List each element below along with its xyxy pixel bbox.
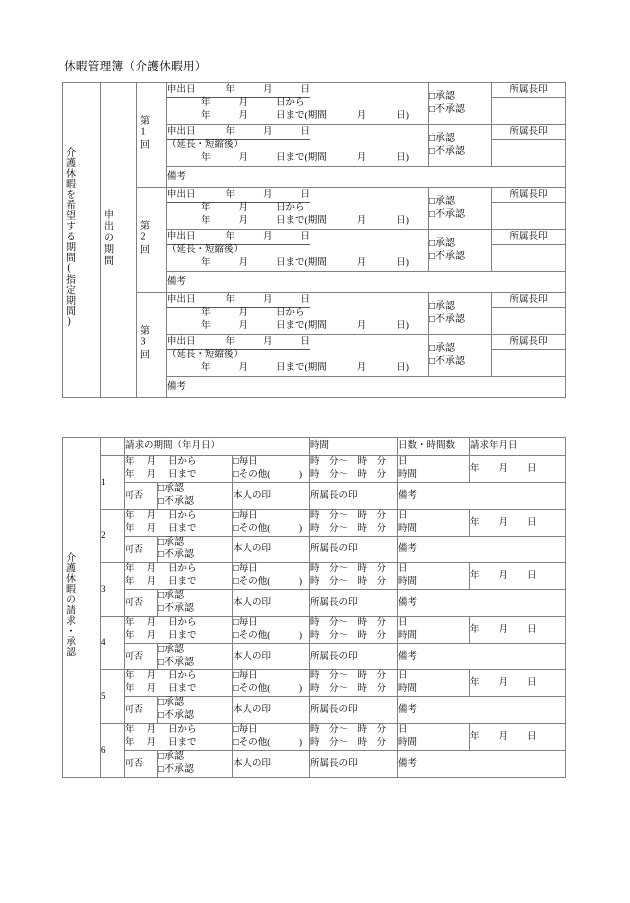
- row-3-time[interactable]: 時 分〜 時 分 時 分〜 時 分: [310, 563, 398, 590]
- disapprove-checkbox[interactable]: □不承認: [158, 710, 195, 722]
- occurrence-3-request-decision[interactable]: [429, 293, 492, 335]
- row-2-own-seal[interactable]: 本人の印: [233, 536, 310, 563]
- row-1-days-hours[interactable]: 日 時間: [398, 456, 470, 483]
- row-4-time[interactable]: 時 分〜 時 分 時 分〜 時 分: [310, 616, 398, 643]
- row-1-frequency[interactable]: [233, 456, 310, 483]
- header-period: 請求の期間（年月日）: [125, 438, 310, 456]
- disapprove-checkbox[interactable]: □不承認: [158, 763, 195, 775]
- header-spacer: [101, 438, 125, 456]
- everyday-checkbox[interactable]: □毎日: [233, 724, 258, 735]
- row-1-request-date[interactable]: 年 月 日: [470, 456, 566, 483]
- header-days-hours: 日数・時間数: [398, 438, 470, 456]
- other-checkbox[interactable]: □その他( ): [233, 523, 303, 534]
- row-1-period[interactable]: 年 月 日から 年 月 日まで: [125, 456, 233, 483]
- occurrence-2-request-row: [63, 188, 566, 230]
- row-2-remarks[interactable]: 備考: [398, 536, 566, 563]
- disapprove-checkbox[interactable]: □不承認: [158, 602, 195, 614]
- row-6-decision[interactable]: [158, 750, 233, 777]
- seal-area[interactable]: [492, 98, 565, 124]
- row-6-decision-label: 可否: [125, 750, 158, 777]
- row-2-time[interactable]: 時 分〜 時 分 時 分〜 時 分: [310, 509, 398, 536]
- row-3-own-seal[interactable]: 本人の印: [233, 590, 310, 617]
- row-number: 4: [101, 616, 125, 670]
- seal-label: 所属長印: [492, 230, 565, 245]
- approve-checkbox[interactable]: □承認: [429, 300, 456, 312]
- row-4-chief-seal[interactable]: 所属長の印: [310, 643, 398, 670]
- seal-label: 所属長印: [492, 83, 565, 98]
- row-4-remarks[interactable]: 備考: [398, 643, 566, 670]
- row-1-decision[interactable]: [158, 483, 233, 510]
- table-row-decision: [63, 750, 566, 777]
- table-row-decision: [63, 643, 566, 670]
- row-4-decision[interactable]: [158, 643, 233, 670]
- row-5-period[interactable]: 年 月 日から 年 月 日まで: [125, 670, 233, 697]
- table-row: [63, 456, 566, 483]
- occurrence-1-label: 第1回: [137, 83, 167, 188]
- row-2-chief-seal[interactable]: 所属長の印: [310, 536, 398, 563]
- row-3-request-date[interactable]: 年 月 日: [470, 563, 566, 590]
- row-6-time[interactable]: 時 分〜 時 分 時 分〜 時 分: [310, 723, 398, 750]
- seal-area[interactable]: [492, 350, 565, 376]
- row-1-decision-label: 可否: [125, 483, 158, 510]
- row-number: 3: [101, 563, 125, 617]
- row-number: 1: [101, 456, 125, 510]
- designated-period-label: 介護休暇を希望する期間(指定期間): [63, 83, 101, 398]
- occurrence-3-label: 第3回: [137, 293, 167, 398]
- occurrence-3-remarks[interactable]: [167, 377, 566, 398]
- upper-table-body: [63, 83, 566, 398]
- row-5-request-date[interactable]: 年 月 日: [470, 670, 566, 697]
- request-approval-label: 介護休暇の請求・承認: [63, 438, 101, 778]
- occurrence-1-revised-period: 申出日 年 月 日 （延長・短縮後） 年 月 日まで(期間 月 日): [167, 125, 429, 167]
- row-number: 5: [101, 670, 125, 724]
- occurrence-3-request-seal[interactable]: [492, 293, 566, 335]
- occurrence-1-remarks[interactable]: [167, 167, 566, 188]
- occurrence-1-request-decision[interactable]: [429, 83, 492, 125]
- application-period-label: 申出の期間: [101, 83, 137, 398]
- row-5-days-hours[interactable]: 日 時間: [398, 670, 470, 697]
- everyday-checkbox[interactable]: □毎日: [233, 510, 258, 521]
- occurrence-2-request-period: 申出日 年 月 日 年 月 日から 年 月 日まで(期間 月 日): [167, 188, 429, 230]
- row-5-chief-seal[interactable]: 所属長の印: [310, 697, 398, 724]
- row-1-remarks[interactable]: 備考: [398, 483, 566, 510]
- approve-checkbox[interactable]: □承認: [429, 195, 456, 207]
- approve-checkbox[interactable]: □承認: [158, 697, 185, 709]
- everyday-checkbox[interactable]: □毎日: [233, 671, 258, 682]
- row-6-chief-seal[interactable]: 所属長の印: [310, 750, 398, 777]
- occurrence-2-revised-period: 申出日 年 月 日 （延長・短縮後） 年 月 日まで(期間 月 日): [167, 230, 429, 272]
- seal-area[interactable]: [492, 140, 565, 166]
- everyday-checkbox[interactable]: □毎日: [233, 457, 258, 467]
- row-1-chief-seal[interactable]: 所属長の印: [310, 483, 398, 510]
- approve-checkbox[interactable]: □承認: [429, 237, 456, 249]
- row-6-period[interactable]: 年 月 日から 年 月 日まで: [125, 723, 233, 750]
- row-6-frequency[interactable]: [233, 723, 310, 750]
- seal-area[interactable]: [492, 245, 565, 271]
- approve-checkbox[interactable]: □承認: [429, 342, 456, 354]
- row-3-remarks[interactable]: 備考: [398, 590, 566, 617]
- occurrence-2-request-decision[interactable]: [429, 188, 492, 230]
- table-row: [63, 563, 566, 590]
- table-row-decision: [63, 590, 566, 617]
- occurrence-2-label: 第2回: [137, 188, 167, 293]
- remarks-label: 備考: [167, 381, 187, 392]
- table-row-decision: [63, 697, 566, 724]
- row-2-period[interactable]: 年 月 日から 年 月 日まで: [125, 509, 233, 536]
- disapprove-checkbox[interactable]: □不承認: [429, 208, 466, 220]
- disapprove-checkbox[interactable]: □不承認: [429, 313, 466, 325]
- row-5-decision-label: 可否: [125, 697, 158, 724]
- occurrence-1-request-row: [63, 83, 566, 125]
- row-5-own-seal[interactable]: 本人の印: [233, 697, 310, 724]
- row-2-request-date[interactable]: 年 月 日: [470, 509, 566, 536]
- other-checkbox[interactable]: □その他( ): [233, 577, 303, 588]
- approve-checkbox[interactable]: □承認: [158, 483, 185, 494]
- leave-request-approval-table: [62, 437, 566, 778]
- lower-header-row: [63, 438, 566, 456]
- row-2-decision[interactable]: [158, 536, 233, 563]
- other-checkbox[interactable]: □その他( ): [233, 684, 303, 695]
- row-2-frequency[interactable]: [233, 509, 310, 536]
- row-5-time[interactable]: 時 分〜 時 分 時 分〜 時 分: [310, 670, 398, 697]
- row-6-remarks[interactable]: 備考: [398, 750, 566, 777]
- approve-checkbox[interactable]: □承認: [429, 90, 456, 102]
- occurrence-3-request-row: [63, 293, 566, 335]
- row-4-request-date[interactable]: 年 月 日: [470, 616, 566, 643]
- row-5-decision[interactable]: [158, 697, 233, 724]
- other-checkbox[interactable]: □その他( ): [233, 630, 303, 641]
- row-6-days-hours[interactable]: 日 時間: [398, 723, 470, 750]
- row-2-days-hours[interactable]: 日 時間: [398, 509, 470, 536]
- row-2-decision-label: 可否: [125, 536, 158, 563]
- occurrence-3-revised-seal[interactable]: [492, 335, 566, 377]
- disapprove-checkbox[interactable]: □不承認: [429, 355, 466, 367]
- occurrence-2-request-seal[interactable]: [492, 188, 566, 230]
- occurrence-1-revised-decision[interactable]: [429, 125, 492, 167]
- approve-checkbox[interactable]: □承認: [429, 132, 456, 144]
- row-3-decision[interactable]: [158, 590, 233, 617]
- table-row: [63, 509, 566, 536]
- row-3-chief-seal[interactable]: 所属長の印: [310, 590, 398, 617]
- disapprove-checkbox[interactable]: □不承認: [429, 250, 466, 262]
- disapprove-checkbox[interactable]: □不承認: [158, 549, 195, 561]
- disapprove-checkbox[interactable]: □不承認: [158, 656, 195, 668]
- table-row: [63, 616, 566, 643]
- header-time: 時間: [310, 438, 398, 456]
- remarks-label: 備考: [167, 276, 187, 287]
- row-4-decision-label: 可否: [125, 643, 158, 670]
- seal-label: 所属長印: [492, 188, 565, 203]
- row-1-time[interactable]: 時 分〜 時 分 時 分〜 時 分: [310, 456, 398, 483]
- occurrence-3-revised-decision[interactable]: [429, 335, 492, 377]
- everyday-checkbox[interactable]: □毎日: [233, 564, 258, 575]
- occurrence-2-revised-decision[interactable]: [429, 230, 492, 272]
- other-checkbox[interactable]: □その他( ): [233, 470, 303, 480]
- occurrence-1-request-seal[interactable]: [492, 83, 566, 125]
- occurrence-1-revised-seal[interactable]: [492, 125, 566, 167]
- approve-checkbox[interactable]: □承認: [158, 643, 185, 655]
- occurrence-3-request-period: 申出日 年 月 日 年 月 日から 年 月 日まで(期間 月 日): [167, 293, 429, 335]
- everyday-checkbox[interactable]: □毎日: [233, 617, 258, 628]
- page-title: 休暇管理簿（介護休暇用）: [64, 61, 207, 73]
- occurrence-2-revised-seal[interactable]: [492, 230, 566, 272]
- lower-table-body: [63, 438, 566, 778]
- row-6-own-seal[interactable]: 本人の印: [233, 750, 310, 777]
- row-3-days-hours[interactable]: 日 時間: [398, 563, 470, 590]
- table-row-decision: [63, 536, 566, 563]
- row-3-decision-label: 可否: [125, 590, 158, 617]
- occurrence-2-remarks[interactable]: [167, 272, 566, 293]
- row-number: 6: [101, 723, 125, 777]
- approve-checkbox[interactable]: □承認: [158, 536, 185, 548]
- row-number: 2: [101, 509, 125, 563]
- disapprove-checkbox[interactable]: □不承認: [158, 495, 195, 507]
- row-3-period[interactable]: 年 月 日から 年 月 日まで: [125, 563, 233, 590]
- header-request-date: 請求年月日: [470, 438, 566, 456]
- row-6-request-date[interactable]: 年 月 日: [470, 723, 566, 750]
- other-checkbox[interactable]: □その他( ): [233, 737, 303, 748]
- approve-checkbox[interactable]: □承認: [158, 750, 185, 762]
- disapprove-checkbox[interactable]: □不承認: [429, 145, 466, 157]
- approve-checkbox[interactable]: □承認: [158, 590, 185, 602]
- row-5-remarks[interactable]: 備考: [398, 697, 566, 724]
- table-row-decision: [63, 483, 566, 510]
- disapprove-checkbox[interactable]: □不承認: [429, 103, 466, 115]
- seal-label: 所属長印: [492, 335, 565, 350]
- row-3-frequency[interactable]: [233, 563, 310, 590]
- designated-period-table: [62, 82, 566, 398]
- seal-label: 所属長印: [492, 293, 565, 308]
- row-1-own-seal[interactable]: 本人の印: [233, 483, 310, 510]
- occurrence-1-request-period: 申出日 年 月 日 年 月 日から 年 月 日まで(期間 月 日): [167, 83, 429, 125]
- remarks-label: 備考: [167, 171, 187, 182]
- table-row: [63, 723, 566, 750]
- occurrence-3-revised-period: 申出日 年 月 日 （延長・短縮後） 年 月 日まで(期間 月 日): [167, 335, 429, 377]
- row-5-frequency[interactable]: [233, 670, 310, 697]
- row-4-period[interactable]: 年 月 日から 年 月 日まで: [125, 616, 233, 643]
- row-4-own-seal[interactable]: 本人の印: [233, 643, 310, 670]
- row-4-frequency[interactable]: [233, 616, 310, 643]
- seal-area[interactable]: [492, 203, 565, 229]
- table-row: [63, 670, 566, 697]
- seal-area[interactable]: [492, 308, 565, 334]
- row-4-days-hours[interactable]: 日 時間: [398, 616, 470, 643]
- seal-label: 所属長印: [492, 125, 565, 140]
